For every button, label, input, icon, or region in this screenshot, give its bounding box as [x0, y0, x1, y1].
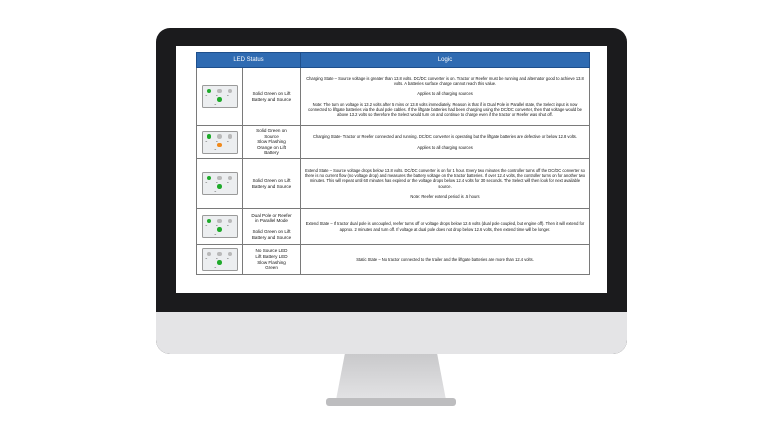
led-status-cell — [243, 126, 301, 159]
led-label-mark: ▬ — [205, 226, 208, 227]
logic-header: Logic — [301, 53, 590, 68]
led-label-mark: ▬ — [227, 259, 229, 260]
led-indicator-icon — [217, 252, 222, 257]
table-row — [197, 159, 590, 209]
led-panel-image — [202, 215, 238, 238]
led-label-mark: ▬ — [216, 96, 218, 97]
status-line: Solid Green on Lift — [252, 177, 291, 183]
status-line: in Parallel Mode — [255, 218, 288, 224]
led-indicator-icon — [228, 89, 233, 94]
led-label-mark: ▬ — [227, 141, 229, 143]
logic-cell — [301, 126, 590, 159]
status-line: Battery and Source — [251, 96, 292, 102]
led-indicator-icon — [207, 134, 212, 139]
led-status-cell — [243, 209, 301, 245]
status-line: Slow Flashing — [257, 259, 286, 265]
led-label-mark: ▬ — [227, 226, 229, 227]
status-line: Battery and Source — [251, 234, 292, 240]
led-label-mark: ▬ — [205, 141, 208, 143]
led-indicator-icon — [228, 252, 233, 257]
status-line: Slow Flashing — [257, 139, 286, 145]
status-line: Green — [265, 265, 278, 271]
led-status-table — [196, 52, 590, 275]
status-line: Solid Green on Lift — [252, 90, 291, 96]
led-panel-image — [202, 131, 238, 154]
table-body — [197, 68, 590, 275]
status-line: Lift Battery LED — [255, 253, 288, 259]
status-line: Dual Pole or Reefer — [251, 212, 292, 218]
led-indicator-icon — [217, 227, 222, 232]
led-indicator-icon — [217, 176, 222, 181]
led-panel-cell — [197, 126, 243, 159]
logic-paragraph: Note: Reefer extend period is .5 hours — [410, 193, 480, 199]
logic-paragraph: Charging State- Tractor or Reefer connected and running. DC/DC converter is operating but the liftgate batteries are defective or below 12.8 volts. — [313, 134, 577, 140]
table-row — [197, 245, 590, 275]
logic-paragraph: Note: The turn on voltage is 13.2 volts after 5 mins or 13.8 volts immediately. Reason is that if in Dual Pole in Parallel state, the Select input is now connected to liftgate batteries via the dual pole cables. If the liftgate batteries had been charging using the DC/DC converter, then that voltage would be above 13.2 volts so therefore the Select would turn on and continue to charge even if the tractor or Reefer was shut off. — [308, 101, 582, 117]
led-panel-cell — [197, 245, 243, 275]
led-label-mark: ▬ — [205, 259, 208, 260]
led-indicator-icon — [217, 260, 222, 265]
logic-cell — [301, 68, 590, 126]
table-row — [197, 68, 590, 126]
led-indicator-icon — [207, 89, 212, 94]
logic-paragraph: Applies to all charging sources — [417, 91, 473, 97]
logic-paragraph: Static State – No tractor connected to the trailer and the liftgate batteries are more than 12.4 volts. — [356, 256, 534, 262]
led-indicator-icon — [217, 97, 222, 102]
led-label-mark: ▬ — [214, 150, 217, 151]
logic-paragraph: Charging State – Source voltage is greater than 13.8 volts. DC/DC converter is on. Tractor or Reefer must be running and alternator good to achieve 13.8 volts. A batteries surface charge cannot reach this value. — [306, 75, 584, 87]
status-line: Solid Green on Lift — [252, 229, 291, 234]
led-label-mark: ▬ — [227, 183, 229, 184]
led-panel-image — [202, 248, 238, 271]
led-label-mark: ▬ — [216, 141, 218, 143]
led-indicator-icon — [228, 176, 233, 181]
led-indicator-icon — [217, 89, 222, 94]
led-panel-cell — [197, 68, 243, 126]
monitor-stand — [336, 354, 446, 400]
led-label-mark: ▬ — [214, 191, 217, 193]
logic-cell — [301, 159, 590, 209]
status-line: Orange on Lift — [256, 144, 287, 150]
led-indicator-icon — [228, 219, 233, 224]
status-line: Battery — [264, 150, 279, 156]
led-indicator-icon — [207, 219, 212, 224]
led-label-mark: ▬ — [216, 183, 218, 184]
led-label-mark: ▬ — [227, 96, 229, 97]
monitor-chin — [156, 312, 627, 354]
led-indicator-icon — [207, 252, 212, 257]
led-indicator-icon — [228, 134, 233, 139]
led-status-cell — [243, 68, 301, 126]
led-label-mark: ▬ — [214, 104, 217, 106]
led-panel-image — [202, 85, 238, 108]
led-panel-cell — [197, 159, 243, 209]
led-panel-cell — [197, 209, 243, 245]
status-line: Battery and Source — [251, 183, 292, 189]
status-line: No Source LED — [255, 248, 288, 254]
logic-paragraph: Extend State – Source voltage drops below 13.8 volts. DC/DC converter is on for 1 hour. Every two minutes the controller turns off the DC/DC converter so there is no current flow (no voltage drop) and measures the battery voltage on the tractor batteries. If over 12.4 volts, the controller turns on for another two minutes. This will repeat until 60 minutes has expired or the voltage drops below 12.4 volts for 30 seconds. The Select will then look for next available source. — [304, 167, 586, 189]
status-line: Solid Green on — [256, 128, 287, 134]
led-panel-image — [202, 172, 238, 195]
table-row — [197, 126, 590, 159]
logic-paragraph: Applies to all charging sources — [417, 144, 473, 150]
led-indicator-icon — [217, 134, 222, 139]
led-status-header: LED Status — [197, 53, 301, 68]
table-row — [197, 209, 590, 245]
led-indicator-icon — [217, 219, 222, 224]
led-label-mark: ▬ — [214, 267, 217, 269]
led-indicator-icon — [207, 176, 212, 181]
led-label-mark: ▬ — [216, 259, 218, 260]
monitor-screen — [176, 46, 607, 293]
status-line: Source — [264, 133, 279, 139]
led-indicator-icon — [217, 143, 222, 148]
led-status-cell — [243, 159, 301, 209]
led-label-mark: ▬ — [214, 234, 217, 236]
logic-cell — [301, 245, 590, 275]
led-label-mark: ▬ — [205, 96, 208, 97]
led-label-mark: ▬ — [216, 226, 218, 227]
led-status-cell — [243, 245, 301, 275]
monitor-base — [326, 398, 456, 406]
led-label-mark: ▬ — [205, 183, 208, 184]
logic-paragraph: Extend State – If tractor dual pole is uncoupled, reefer turns off or voltage drops below 12.6 volts (dual pole coupled, but engine off). Then it will extend for approx. 2 minutes and turn off. If voltage at dual pole does not drop below 12.6 volts, then extend time will be longer. — [305, 221, 585, 232]
logic-cell — [301, 209, 590, 245]
led-indicator-icon — [217, 184, 222, 189]
